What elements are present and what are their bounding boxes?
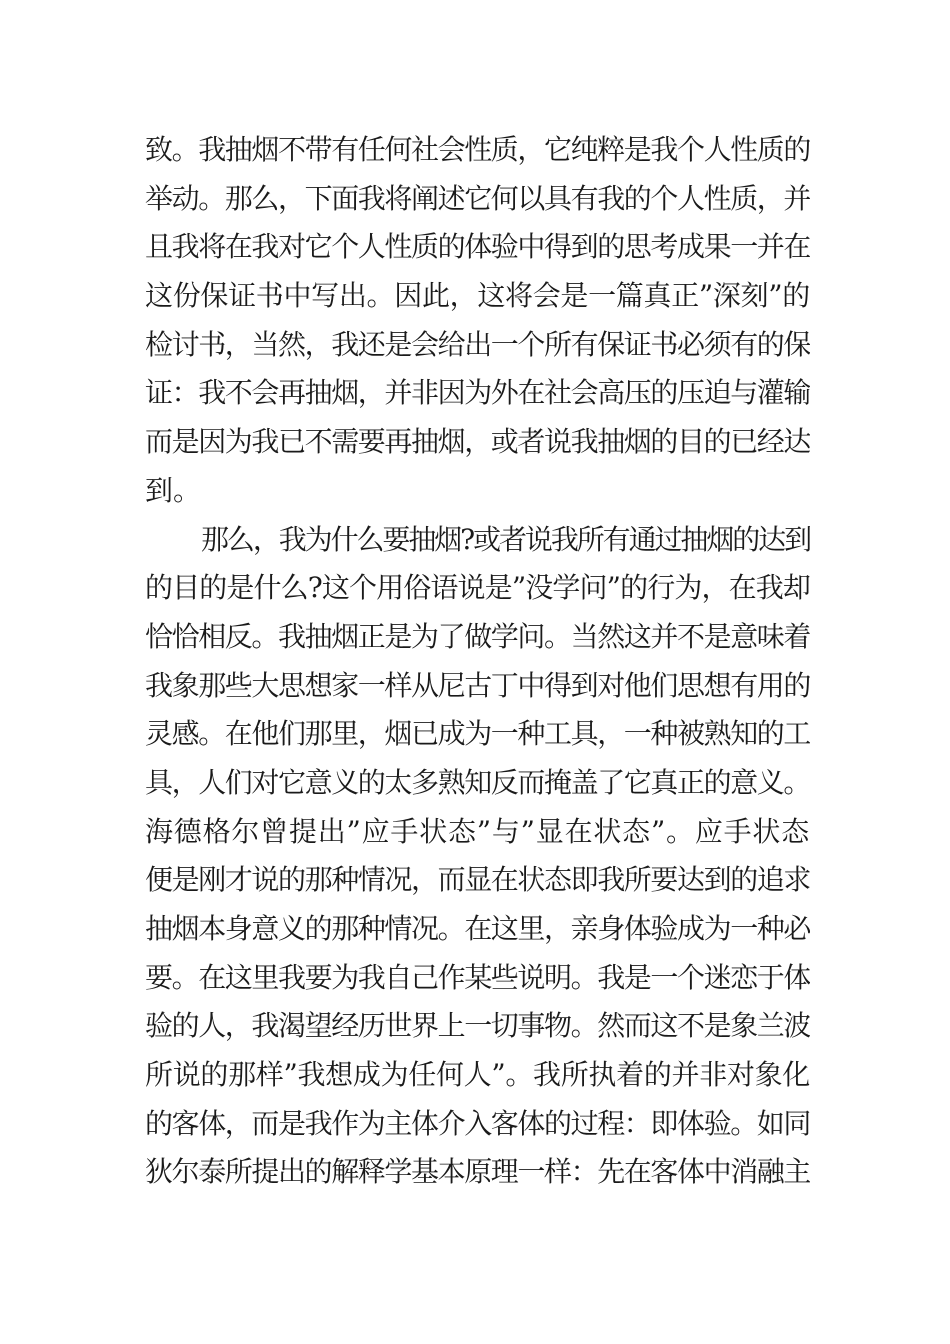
text-line: 的目的是什么?这个用俗语说是”没学问”的行为，在我却 — [145, 571, 810, 605]
text-line: 而是因为我已不需要再抽烟，或者说我抽烟的目的已经达 — [145, 425, 810, 459]
text-line: 具，人们对它意义的太多熟知反而掩盖了它真正的意义。 — [145, 765, 810, 799]
paragraph-first-line: 那么，我为什么要抽烟?或者说我所有通过抽烟的达到 — [201, 522, 810, 556]
body-text — [145, 126, 810, 1197]
text-line: 致。我抽烟不带有任何社会性质，它纯粹是我个人性质的 — [145, 133, 810, 166]
text-line: 我象那些大思想家一样从尼古丁中得到对他们思想有用的 — [145, 668, 810, 702]
text-line: 证：我不会再抽烟，并非因为外在社会高压的压迫与灌输 — [145, 376, 810, 410]
text-line: 的客体，而是我作为主体介入客体的过程：即体验。如同 — [145, 1106, 810, 1140]
text-line: 恰恰相反。我抽烟正是为了做学问。当然这并不是意味着 — [145, 619, 810, 653]
text-line: 便是刚才说的那种情况，而显在状态即我所要达到的追求 — [145, 863, 810, 897]
text-line: 要。在这里我要为我自己作某些说明。我是一个迷恋于体 — [145, 960, 810, 994]
text-line: 检讨书，当然，我还是会给出一个所有保证书必须有的保 — [145, 327, 810, 361]
text-line: 海德格尔曾提出”应手状态”与”显在状态”。应手状态 — [145, 814, 810, 848]
text-line: 且我将在我对它个人性质的体验中得到的思考成果一并在 — [145, 230, 810, 264]
text-line: 这份保证书中写出。因此，这将会是一篇真正”深刻”的 — [145, 279, 810, 313]
text-line: 所说的那样”我想成为任何人”。我所执着的并非对象化 — [145, 1058, 810, 1092]
text-line: 验的人，我渴望经历世界上一切事物。然而这不是象兰波 — [145, 1009, 810, 1043]
text-line: 灵感。在他们那里，烟已成为一种工具，一种被熟知的工 — [145, 717, 810, 751]
text-line: 到。 — [145, 473, 202, 507]
text-line: 举动。那么，下面我将阐述它何以具有我的个人性质，并 — [145, 181, 810, 215]
text-line: 抽烟本身意义的那种情况。在这里，亲身体验成为一种必 — [145, 912, 810, 945]
text-line: 狄尔泰所提出的解释学基本原理一样：先在客体中消融主 — [145, 1155, 810, 1189]
